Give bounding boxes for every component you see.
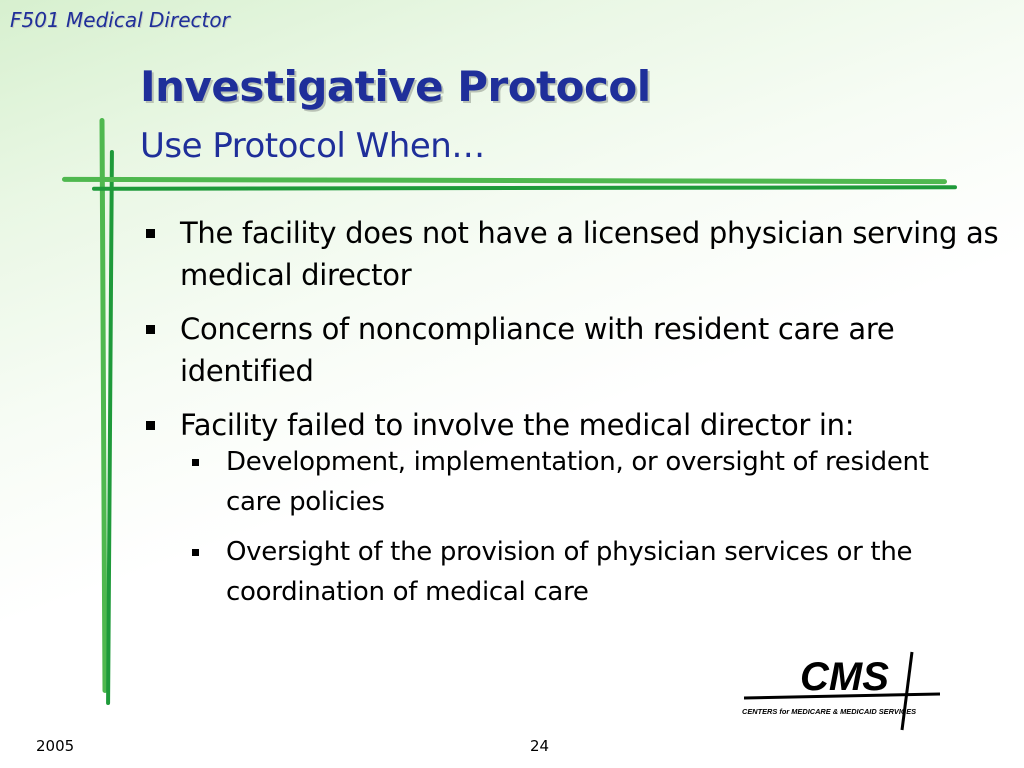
bullet-item [140, 308, 1000, 392]
bullet-text: Facility failed to involve the medical director in: [180, 408, 855, 442]
page-number: 24 [530, 737, 550, 755]
slide-title: Investigative Protocol [140, 62, 651, 111]
bullet-item [140, 212, 1000, 296]
slide-subtitle: Use Protocol When… [140, 126, 485, 166]
footer-year: 2005 [36, 737, 75, 755]
bullet-text: Concerns of noncompliance with resident care are identified [180, 312, 895, 388]
sub-bullet-text: Oversight of the provision of physician services or the coordination of medical care [226, 537, 913, 607]
decorative-horizontal-line-secondary [92, 185, 957, 191]
sub-bullet-square-icon [192, 549, 199, 556]
sub-bullet-item [186, 442, 976, 522]
sub-bullet-list [186, 442, 976, 612]
bullet-text: The facility does not have a licensed physician serving as medical director [180, 216, 999, 292]
logo-tagline: CENTERS for MEDICARE & MEDICAID SERVICES [742, 707, 917, 716]
bullet-square-icon [146, 421, 155, 430]
bullet-square-icon [146, 325, 155, 334]
bullet-item [140, 404, 1000, 612]
header-label: F501 Medical Director [10, 8, 230, 32]
sub-bullet-text: Development, implementation, or oversight of resident care policies [226, 447, 929, 517]
bullet-square-icon [146, 229, 155, 238]
decorative-vertical-line-secondary [106, 150, 114, 705]
logo-acronym: CMS [800, 655, 889, 699]
sub-bullet-square-icon [192, 459, 199, 466]
bullet-list [140, 212, 1000, 624]
cms-logo [740, 650, 955, 732]
sub-bullet-item [186, 532, 976, 612]
decorative-horizontal-line [62, 177, 947, 184]
